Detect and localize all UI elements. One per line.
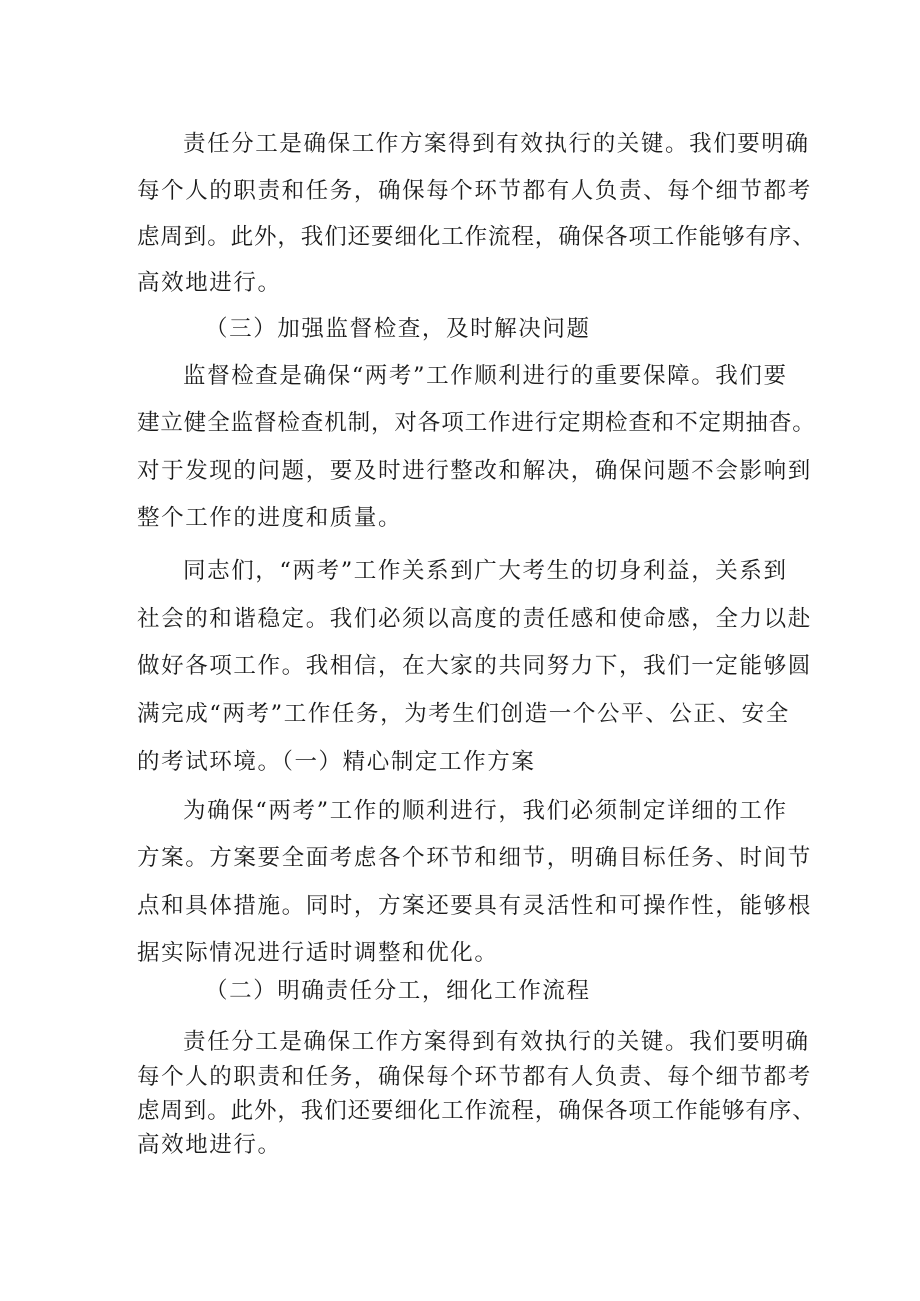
paragraph-line: 高效地进行。 xyxy=(137,1132,282,1158)
section-heading: （三）加强监督检查，及时解决问题 xyxy=(205,316,591,342)
section-heading: （二）明确责任分工，细化工作流程 xyxy=(205,978,591,1004)
paragraph-line: 对于发现的问题，要及时进行整改和解决，确保问题不会影响到 xyxy=(137,458,812,484)
paragraph-line: 每个人的职责和任务，确保每个环节都有人负责、每个细节都考 xyxy=(137,178,812,204)
paragraph-line: 同志们，“两考”工作关系到广大考生的切身利益，关系到 xyxy=(183,558,788,584)
paragraph-line: 社会的和谐稳定。我们必须以高度的责任感和使命感，全力以赴 xyxy=(137,606,812,632)
paragraph-line: 监督检查是确保“两考”工作顺利进行的重要保障。我们要 xyxy=(183,363,788,389)
paragraph-line: 整个工作的进度和质量。 xyxy=(137,505,403,531)
paragraph-line: 虑周到。此外，我们还要细化工作流程，确保各项工作能够有序、 xyxy=(137,224,816,250)
paragraph-line: 据实际情况进行适时调整和优化。 xyxy=(137,940,499,966)
paragraph-line: 虑周到。此外，我们还要细化工作流程，确保各项工作能够有序、 xyxy=(137,1098,816,1124)
paragraph-line: 做好各项工作。我相信，在大家的共同努力下，我们一定能够圆 xyxy=(137,653,812,679)
paragraph-line: 满完成“两考”工作任务，为考生们创造一个公平、公正、安全 xyxy=(137,701,790,727)
paragraph-line: 责任分工是确保工作方案得到有效执行的关键。我们要明确 xyxy=(183,131,810,157)
paragraph-line: 方案。方案要全面考虑各个环节和细节，明确目标任务、时间节 xyxy=(137,845,812,871)
paragraph-line: 点和具体措施。同时，方案还要具有灵活性和可操作性，能够根 xyxy=(137,893,812,919)
paragraph-line: 建立健全监督检查机制，对各项工作进行定期检查和不定期抽杳。 xyxy=(137,410,816,436)
paragraph-line: 每个人的职责和任务，确保每个环节都有人负责、每个细节都考 xyxy=(137,1064,812,1090)
paragraph-line: 责任分工是确保工作方案得到有效执行的关键。我们要明确 xyxy=(183,1029,810,1055)
paragraph-line: 高效地进行。 xyxy=(137,270,282,296)
paragraph-line: 的考试环境。（一）精心制定工作方案 xyxy=(137,749,536,775)
paragraph-line: 为确保“两考”工作的顺利进行，我们必须制定详细的工作 xyxy=(183,798,788,824)
